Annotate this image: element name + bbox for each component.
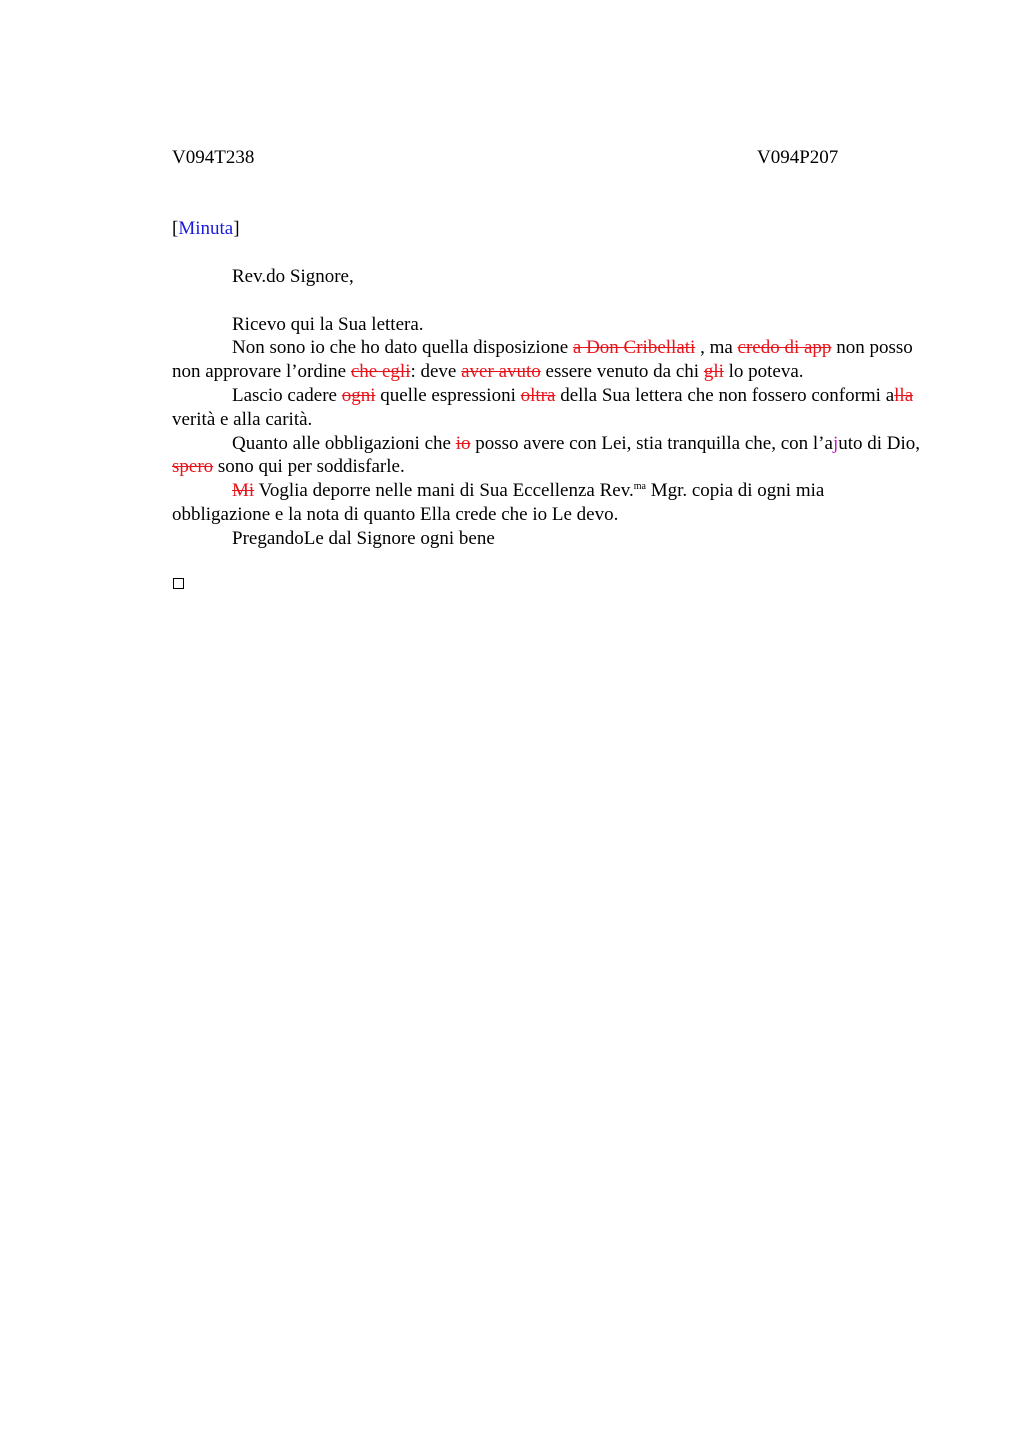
deleted-text: ogni — [341, 384, 376, 406]
text: posso avere con Lei, stia tranquilla che, con l’a — [470, 432, 833, 454]
deleted-text: credo di app — [737, 337, 832, 359]
paragraph-5 — [172, 479, 922, 527]
letter-salutation: Rev.do Signore, — [232, 266, 354, 287]
text: non posso non approvare l’ordine — [172, 337, 913, 383]
deleted-text: gli — [703, 361, 724, 383]
text: sono qui per soddisfarle. — [213, 456, 405, 478]
text: quelle espressioni — [375, 384, 521, 406]
text: Lascio cadere — [232, 384, 342, 406]
paragraph-4 — [172, 432, 922, 480]
paragraph-1: Ricevo qui la Sua lettera. — [232, 313, 424, 335]
text: , ma — [695, 337, 738, 359]
document-type-label — [172, 217, 240, 241]
empty-box-symbol — [173, 578, 184, 589]
text: Quanto alle obbligazioni che — [232, 432, 456, 454]
deleted-text: aver avuto — [461, 361, 541, 383]
deleted-text: spero — [172, 456, 214, 478]
header-left-code: V094T238 — [172, 147, 255, 168]
text: Non sono io che ho dato quella disposizione — [232, 337, 573, 359]
text: uto di Dio, — [838, 432, 921, 454]
paragraph-6: PregandoLe dal Signore ogni bene — [232, 527, 495, 549]
text: lo poteva. — [723, 361, 804, 383]
label-open-bracket: [ — [172, 218, 179, 239]
text: Voglia deporre nelle mani di Sua Eccellenza Rev. — [254, 480, 634, 502]
superscript-text: ma — [633, 481, 646, 493]
label-minuta: Minuta — [178, 218, 234, 239]
paragraph-3 — [172, 384, 922, 432]
label-close-bracket: ] — [233, 218, 240, 239]
text: verità e alla carità. — [172, 408, 313, 430]
header-right-code: V094P207 — [757, 147, 839, 168]
paragraph-2 — [172, 336, 922, 384]
deleted-text: a Don Cribellati — [572, 337, 696, 359]
deleted-text: che egli — [350, 361, 411, 383]
inserted-text: j — [832, 432, 839, 454]
text: della Sua lettera che non fossero conformi a — [555, 384, 895, 406]
deleted-text: Mi — [232, 480, 255, 502]
text: : deve — [410, 361, 462, 383]
text: Mgr. copia di ogni mia obbligazione e la nota di quanto Ella crede che io Le devo. — [172, 480, 825, 525]
text: essere venuto da chi — [540, 361, 704, 383]
deleted-text: io — [455, 432, 471, 454]
deleted-text: lla — [894, 384, 914, 406]
deleted-text: oltra — [520, 384, 556, 406]
letter-body — [172, 265, 922, 551]
